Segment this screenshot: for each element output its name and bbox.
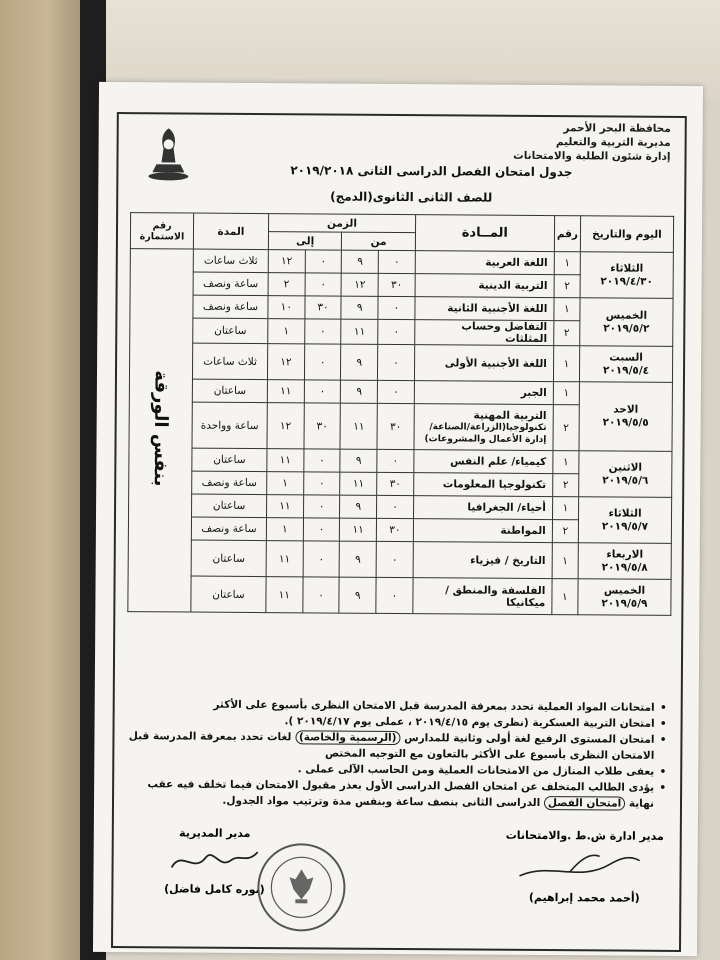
time-from-minutes: ٠: [378, 344, 415, 380]
exam-date: ٢٠١٩/٥/٩: [601, 596, 648, 610]
desk-surface: [0, 0, 80, 960]
day-name: الاثنين: [608, 460, 643, 474]
time-from-minutes: ٣٠: [378, 273, 415, 296]
duration-cell: ساعة ونصف: [193, 295, 268, 319]
exam-date: ٢٠١٩/٥/٦: [602, 473, 649, 487]
same-sheet-text: بنفس الورقة: [149, 370, 172, 487]
time-from-hours: ٩: [340, 541, 377, 577]
row-number: ١: [554, 252, 580, 275]
row-number: ١: [552, 497, 578, 520]
day-date-cell: [578, 497, 671, 544]
time-from-minutes: ٣٠: [377, 472, 414, 495]
row-number: ٢: [554, 321, 580, 346]
note-text: لغات تحدد بمعرفة المدرسة قبل الامتحان النظرى بأسبوع على الأكثر بالتعاون مع التوجيه المختص: [128, 730, 655, 762]
time-to-minutes: ٠: [305, 250, 342, 273]
day-name: الخميس: [603, 583, 646, 597]
time-from-hours: ٩: [341, 296, 378, 319]
subject-cell: [414, 404, 553, 451]
note-item: • امتحان التربية العسكرية (نظرى يوم ٢٠١٩/٤/١٥ ، عملى يوم ٢٠١٩/٤/١٧ ).: [129, 712, 667, 732]
time-from-hours: ١١: [340, 518, 377, 541]
duration-cell: ساعة ونصف: [192, 471, 267, 495]
subject-name: اللغة الأجنبية الأولى: [444, 356, 547, 370]
time-from-hours: ٩: [339, 577, 376, 613]
document-page: [93, 82, 703, 956]
time-to-hours: ١٠: [268, 296, 305, 319]
subject-name: تكنولوجيا المعلومات: [442, 478, 547, 492]
header-day-date: اليوم والتاريخ: [580, 216, 673, 253]
duration-cell: ساعة ونصف: [193, 272, 268, 296]
signature-block-admin: [505, 829, 664, 905]
exam-date: ٢٠١٩/٥/٧: [601, 519, 649, 533]
time-from-minutes: ٠: [377, 380, 414, 403]
day-name: السبت: [609, 350, 643, 364]
time-to-hours: ١: [266, 518, 303, 541]
duration-cell: ساعتان: [192, 448, 267, 472]
exam-date: ٢٠١٩/٤/٣٠: [600, 274, 653, 288]
day-name: الاحد: [613, 403, 639, 416]
duration-cell: ساعتان: [192, 494, 267, 518]
time-from-hours: ١١: [340, 403, 377, 449]
subject-cell: [415, 251, 554, 275]
row-number: ٢: [554, 275, 580, 298]
schedule-row: [128, 576, 671, 616]
duration-cell: ساعتان: [191, 576, 266, 613]
time-from-minutes: ٠: [378, 250, 415, 273]
exam-schedule-table: [127, 212, 674, 616]
subject-cell: [415, 274, 554, 298]
header-line-administration: إدارة شئون الطلبة والامتحانات: [513, 149, 671, 163]
time-from-hours: ١١: [341, 319, 378, 344]
official-stamp: [255, 841, 348, 934]
duration-cell: ساعة وواحدة: [192, 402, 267, 449]
document-subtitle: للصف الثانى الثانوى(الدمج): [330, 189, 493, 205]
subject-cell: [413, 519, 552, 543]
time-from-hours: ١١: [340, 472, 377, 495]
day-name: الثلاثاء: [610, 261, 644, 275]
time-to-hours: ١٢: [268, 250, 305, 273]
time-to-minutes: ٠: [303, 518, 340, 541]
time-to-hours: ١١: [267, 380, 304, 403]
time-to-minutes: ٣٠: [305, 296, 342, 319]
subject-name: التاريخ / فيزياء: [470, 554, 546, 567]
header-time-from: من: [342, 232, 416, 251]
time-to-hours: ١١: [266, 541, 303, 577]
time-to-hours: ١: [268, 319, 305, 344]
duration-cell: ساعتان: [191, 540, 266, 577]
exam-date: ٢٠١٩/٥/٥: [602, 416, 649, 429]
duration-cell: ثلاث ساعات: [193, 249, 268, 273]
exam-date: ٢٠١٩/٥/٢: [603, 321, 650, 335]
subject-name: المواطنة: [500, 524, 546, 538]
time-from-minutes: ٠: [377, 495, 414, 518]
day-name: الثلاثاء: [608, 506, 642, 520]
subject-name: أحياء/ الجغرافيا: [467, 501, 546, 515]
document-title: جدول امتحان الفصل الدراسى الثانى ٢٠١٩/٢٠١٨: [290, 163, 573, 180]
row-number: ١: [553, 346, 579, 382]
ministry-logo: [140, 124, 196, 184]
schedule-row: [129, 343, 672, 383]
day-name: الاربعاء: [606, 547, 644, 561]
note-item: [128, 776, 666, 812]
time-from-minutes: ٣٠: [377, 403, 414, 449]
time-from-minutes: ٠: [376, 541, 413, 577]
subject-cell: [414, 473, 553, 497]
day-date-cell: [579, 451, 672, 498]
time-from-hours: ٩: [342, 250, 379, 273]
note-text: امتحان المستوى الرفيع لغة أولى وثانية للمدارس: [404, 732, 655, 746]
schedule-row: [128, 540, 671, 580]
header-line-governorate: محافظة البحر الأحمر: [563, 122, 671, 135]
time-to-hours: ١: [267, 472, 304, 495]
day-date-cell: [579, 382, 672, 452]
day-date-cell: [578, 579, 671, 616]
day-date-cell: [580, 252, 673, 299]
header-form-number: رقم الاستمارة: [130, 213, 193, 249]
subject-name: التربية المهنية: [473, 409, 547, 422]
time-to-hours: ١١: [266, 577, 303, 613]
time-from-minutes: ٣٠: [376, 518, 413, 541]
subject-name: الفلسفة والمنطق /ميكانيكا: [445, 583, 546, 609]
subject-name: التربية الدينية: [478, 279, 548, 293]
note-text: يؤدى الطالب المتخلف عن امتحان الفصل الدراسى الأول بعذر مقبول الامتحان فيما تخلف فيه عقب نهاية: [147, 778, 655, 810]
duration-cell: ساعتان: [193, 318, 268, 344]
time-from-hours: ٩: [341, 380, 378, 403]
handwritten-signature: [159, 839, 269, 880]
subject-name: اللغة الأجنبية الثانية: [447, 302, 548, 316]
note-text: الدراسى الثانى بنصف ساعة وبنفس مدة وترتيب مواد الجدول.: [222, 794, 541, 809]
day-date-cell: [579, 346, 672, 383]
header-line-directorate: مديرية التربية والتعليم: [555, 136, 671, 149]
signature-title: مدير المديرية: [179, 826, 251, 840]
time-to-hours: ١١: [267, 449, 304, 472]
time-to-minutes: ٠: [304, 380, 341, 403]
header-number: رقم: [554, 216, 580, 252]
row-number: ١: [554, 298, 580, 321]
same-sheet-note: [128, 249, 194, 612]
note-highlight: (الرسمية والخاصة): [295, 730, 401, 745]
subject-cell: [415, 320, 554, 346]
duration-cell: ساعتان: [192, 379, 267, 403]
duration-cell: ساعة ونصف: [191, 517, 266, 541]
row-number: ١: [553, 451, 579, 474]
time-to-minutes: ٠: [303, 577, 340, 613]
subject-detail: تكنولوجيا(الزراعة/الصناعة/إدارة الأعمال والمشروعات): [424, 421, 547, 445]
note-item: • يعفى طلاب المنازل من الامتحانات العملية ومن الحاسب الآلى عملى .: [128, 760, 666, 780]
subject-cell: [413, 578, 552, 615]
row-number: ١: [552, 543, 578, 579]
row-number: ٢: [553, 405, 579, 451]
subject-cell: [413, 496, 552, 520]
time-to-hours: ٢: [268, 273, 305, 296]
day-name: الخميس: [605, 308, 648, 322]
day-date-cell: [578, 543, 671, 580]
signature-name: (أحمد محمد إبراهيم): [528, 890, 640, 905]
note-item: [128, 728, 666, 764]
subject-name: الجبر: [520, 386, 547, 400]
subject-cell: [414, 345, 553, 382]
row-number: ٢: [552, 520, 578, 543]
time-from-minutes: ٠: [377, 449, 414, 472]
header-subject: المــادة: [415, 215, 554, 252]
subject-cell: [415, 297, 554, 321]
signature-name: (نوره كامل فاضل): [164, 882, 265, 897]
exam-date: ٢٠١٩/٥/٨: [601, 560, 648, 574]
note-highlight: امتحان الفصل: [544, 796, 625, 811]
subject-name: التفاضل وحساب المثلثات: [461, 320, 548, 346]
time-to-minutes: ٠: [303, 541, 340, 577]
header-duration: المدة: [193, 213, 268, 250]
time-from-hours: ١٢: [341, 273, 378, 296]
time-from-minutes: ٠: [376, 577, 413, 613]
time-to-minutes: ٠: [305, 273, 342, 296]
row-number: ١: [552, 579, 578, 615]
document-frame: [111, 112, 687, 952]
time-from-minutes: ٠: [378, 296, 415, 319]
header-time-to: إلى: [268, 232, 342, 251]
time-to-minutes: ٠: [303, 472, 340, 495]
subject-cell: [413, 542, 552, 579]
duration-cell: ثلاث ساعات: [192, 343, 267, 380]
time-to-minutes: ٠: [304, 449, 341, 472]
subject-cell: [414, 450, 553, 474]
issuer-header: [513, 121, 671, 164]
note-item: • امتحانات المواد العملية تحدد بمعرفة المدرسة قبل الامتحان النظرى بأسبوع على الأكثر: [129, 696, 667, 716]
subject-cell: [414, 381, 553, 405]
notes-section: [128, 696, 667, 812]
signature-title: مدير ادارة ش.ط .والامتحانات: [505, 828, 664, 843]
time-to-minutes: ٠: [303, 495, 340, 518]
row-number: ١: [553, 382, 579, 405]
time-to-minutes: ٠: [304, 319, 341, 344]
time-from-hours: ٩: [341, 344, 378, 380]
exam-date: ٢٠١٩/٥/٤: [602, 363, 650, 377]
subject-name: كيمياء/ علم النفس: [450, 455, 547, 469]
time-from-hours: ٩: [340, 449, 377, 472]
time-to-hours: ١٢: [267, 344, 304, 380]
row-number: ٢: [553, 474, 579, 497]
day-date-cell: [580, 298, 673, 347]
header-time: الزمن: [269, 214, 416, 233]
subject-name: اللغة العربية: [485, 256, 548, 270]
time-from-hours: ٩: [340, 495, 377, 518]
time-from-minutes: ٠: [378, 319, 415, 344]
handwritten-signature: [509, 842, 659, 889]
time-to-hours: ١٢: [267, 403, 304, 449]
time-to-minutes: ٠: [304, 344, 341, 380]
time-to-hours: ١١: [267, 495, 304, 518]
time-to-minutes: ٣٠: [304, 403, 341, 449]
